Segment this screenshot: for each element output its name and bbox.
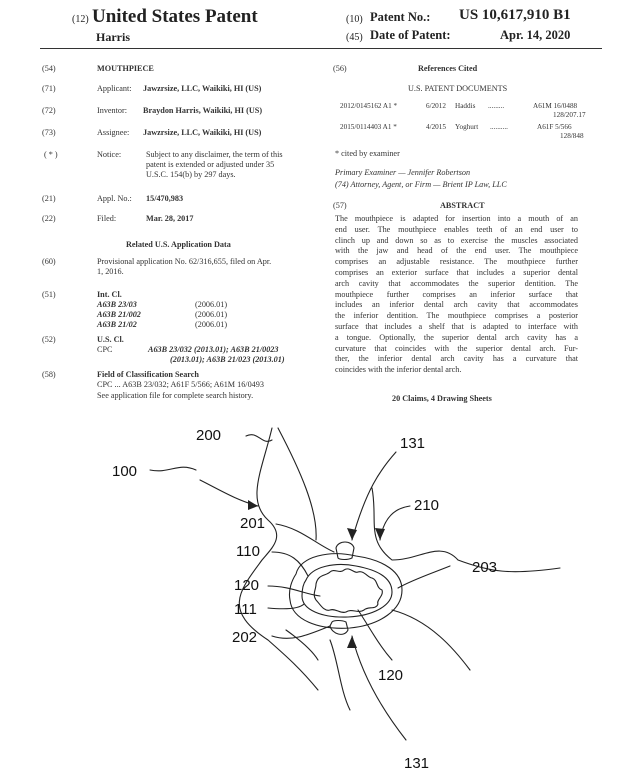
abstract-line: comprises an exterior surface that includes a superior dental xyxy=(335,267,578,277)
dental-arch-cavity xyxy=(314,569,382,613)
head-outline-lower-left xyxy=(286,630,318,660)
leader-131-bottom xyxy=(352,636,406,740)
provisional-line-2: 1, 2016. xyxy=(97,267,124,276)
ref-1-date: 6/2012 xyxy=(426,102,446,110)
patent-number: US 10,617,910 B1 xyxy=(459,7,571,23)
int-cl-class-1: A63B 23/03 xyxy=(97,300,137,309)
appl-no-label: Appl. No.: xyxy=(97,194,132,203)
us-cl-cpc: CPC xyxy=(97,345,113,354)
abstract-line: end user. The mouthpiece enables teeth of an end user to xyxy=(335,224,578,234)
date-label: Date of Patent: xyxy=(370,28,451,42)
leader-202 xyxy=(272,626,330,638)
ref-1-pub: 2012/0145162 A1 * xyxy=(340,102,398,110)
us-cl-line-1: A63B 23/032 (2013.01); A63B 21/0023 xyxy=(148,345,279,354)
patent-date: Apr. 14, 2020 xyxy=(500,28,571,42)
provisional-line-1: Provisional application No. 62/316,655, filed on Apr. xyxy=(97,257,272,266)
filed-label: Filed: xyxy=(97,214,117,223)
label-131-top: 131 xyxy=(400,435,426,452)
patent-no-label: Patent No.: xyxy=(370,10,431,24)
abstract-line: The mouthpiece is adapted for insertion into a mouth of an xyxy=(335,214,578,223)
code-10: (10) xyxy=(346,14,363,25)
notice-code: ( * ) xyxy=(44,150,58,159)
applicant-label: Applicant: xyxy=(97,84,132,93)
abstract-line: a tongue. Optionally, the superior dental arch cavity has a xyxy=(335,332,578,342)
inventor-label: Inventor: xyxy=(97,106,128,115)
int-cl-class-3: A63B 21/02 xyxy=(97,320,137,329)
abstract-heading: ABSTRACT xyxy=(440,201,485,210)
code-60: (60) xyxy=(42,257,56,266)
int-cl-version-2: (2006.01) xyxy=(195,310,228,319)
leader-200 xyxy=(246,435,272,442)
label-210: 210 xyxy=(414,497,440,514)
leader-203 xyxy=(398,566,450,588)
label-201: 201 xyxy=(240,515,266,532)
ref-2-pub: 2015/0114403 A1 * xyxy=(340,123,397,131)
code-54: (54) xyxy=(42,64,56,73)
int-cl-version-3: (2006.01) xyxy=(195,320,228,329)
label-100: 100 xyxy=(112,463,138,480)
inventor-value: Braydon Harris, Waikiki, HI (US) xyxy=(143,106,263,115)
ref-1-class-2: 128/207.17 xyxy=(553,111,586,119)
code-52: (52) xyxy=(42,335,56,344)
invention-title: MOUTHPIECE xyxy=(97,64,154,73)
ref-2-dots: .......... xyxy=(490,123,508,131)
abstract-line: ther, the inferior dental arch cavity has a curvature that xyxy=(335,354,578,364)
us-cl-label: U.S. Cl. xyxy=(97,335,124,344)
code-56: (56) xyxy=(333,64,347,73)
assignee-label: Assignee: xyxy=(97,128,130,137)
inventor-surname: Harris xyxy=(96,30,130,44)
abstract-line: arch cavity that accommodates the superior dentition. The xyxy=(335,278,578,288)
code-12: (12) xyxy=(72,14,89,25)
arrowhead-100 xyxy=(248,500,258,510)
leader-120-a xyxy=(268,586,320,596)
upper-tab xyxy=(336,542,354,560)
label-110: 110 xyxy=(236,543,260,560)
label-200: 200 xyxy=(196,427,222,444)
leader-210 xyxy=(380,506,410,540)
field-search-line-1: CPC ... A63B 23/032; A61F 5/566; A61M 16/0493 xyxy=(97,380,264,389)
leader-111 xyxy=(268,604,304,609)
int-cl-version-1: (2006.01) xyxy=(195,300,228,309)
code-73: (73) xyxy=(42,128,56,137)
notice-line-2: patent is extended or adjusted under 35 xyxy=(146,160,275,169)
code-45: (45) xyxy=(346,32,363,43)
head-outline-upper xyxy=(278,428,316,540)
claims-sheets: 20 Claims, 4 Drawing Sheets xyxy=(392,394,492,403)
filed-value: Mar. 28, 2017 xyxy=(146,214,194,223)
arrowhead-131-bottom xyxy=(347,636,357,648)
ref-2-name: Yoghurt xyxy=(455,123,479,131)
label-203: 203 xyxy=(472,559,498,576)
code-57: (57) xyxy=(333,201,347,210)
code-21: (21) xyxy=(42,194,56,203)
head-outline-bottom xyxy=(330,640,350,710)
notice-label: Notice: xyxy=(97,150,122,159)
abstract-line: curvature that coincides with the superior dental arch. Fur- xyxy=(335,343,578,353)
us-patent-documents: U.S. PATENT DOCUMENTS xyxy=(408,84,508,93)
ref-1-name: Haddis xyxy=(455,102,476,110)
code-51: (51) xyxy=(42,290,56,299)
mouthpiece-inner-ring xyxy=(302,565,392,618)
head-outline-right-top xyxy=(372,488,560,572)
code-58: (58) xyxy=(42,370,56,379)
abstract-line: with the jaw and head of the end user. The mouthpiece xyxy=(335,246,578,256)
assignee-value: Jawzrsize, LLC, Waikiki, HI (US) xyxy=(143,128,262,137)
leader-110 xyxy=(272,552,308,576)
head-outline-right-bottom xyxy=(392,610,470,670)
int-cl-label: Int. Cl. xyxy=(97,290,122,299)
label-120-b: 120 xyxy=(378,667,404,684)
label-131-bottom: 131 xyxy=(404,755,430,772)
ref-1-dots: ......... xyxy=(488,102,505,110)
leader-120-b xyxy=(358,610,392,660)
primary-examiner: Primary Examiner — Jennifer Robertson xyxy=(335,168,471,177)
code-72: (72) xyxy=(42,106,56,115)
notice-line-3: U.S.C. 154(b) by 297 days. xyxy=(146,170,236,179)
label-120-a: 120 xyxy=(234,577,260,594)
notice-line-1: Subject to any disclaimer, the term of this xyxy=(146,150,283,159)
leader-201 xyxy=(276,524,334,552)
abstract-line: the inferior dentition. The mouthpiece comprises a posterior xyxy=(335,311,578,321)
cited-by-examiner: * cited by examiner xyxy=(335,149,400,158)
label-111: 111 xyxy=(234,601,257,618)
int-cl-class-2: A63B 21/002 xyxy=(97,310,141,319)
attorney-agent: (74) Attorney, Agent, or Firm — Brient IP Law, LLC xyxy=(335,180,507,189)
ref-2-class-2: 128/848 xyxy=(560,132,584,140)
field-search-line-2: See application file for complete search history. xyxy=(97,391,254,400)
abstract-line: coincides with the inferior dental arch. xyxy=(335,365,462,375)
label-202: 202 xyxy=(232,629,258,646)
code-22: (22) xyxy=(42,214,56,223)
applicant-value: Jawzrsize, LLC, Waikiki, HI (US) xyxy=(143,84,262,93)
us-cl-line-2: (2013.01); A63B 21/023 (2013.01) xyxy=(170,355,285,364)
document-title: United States Patent xyxy=(92,6,258,27)
code-71: (71) xyxy=(42,84,56,93)
arrowhead-131-top xyxy=(347,528,357,540)
appl-no-value: 15/470,983 xyxy=(146,194,184,203)
abstract-line: includes an inferior dental arch cavity that accommodates xyxy=(335,300,578,310)
leader-100 xyxy=(150,467,196,471)
ref-1-class: A61M 16/0488 xyxy=(533,102,578,110)
ref-2-date: 4/2015 xyxy=(426,123,446,131)
related-heading: Related U.S. Application Data xyxy=(126,240,231,249)
ref-2-class: A61F 5/566 xyxy=(537,123,572,131)
abstract-line: surface that includes a shelf that is adapted to interface with xyxy=(335,321,578,331)
references-heading: References Cited xyxy=(418,64,478,73)
abstract-line: mouthpiece further comprises an inferior surface that xyxy=(335,289,578,299)
abstract-line: clinch up and down so as to exercise the muscles associated xyxy=(335,235,578,245)
field-search-label: Field of Classification Search xyxy=(97,370,199,379)
abstract-line: comprises an adjustable resistance. The mouthpiece further xyxy=(335,257,578,267)
